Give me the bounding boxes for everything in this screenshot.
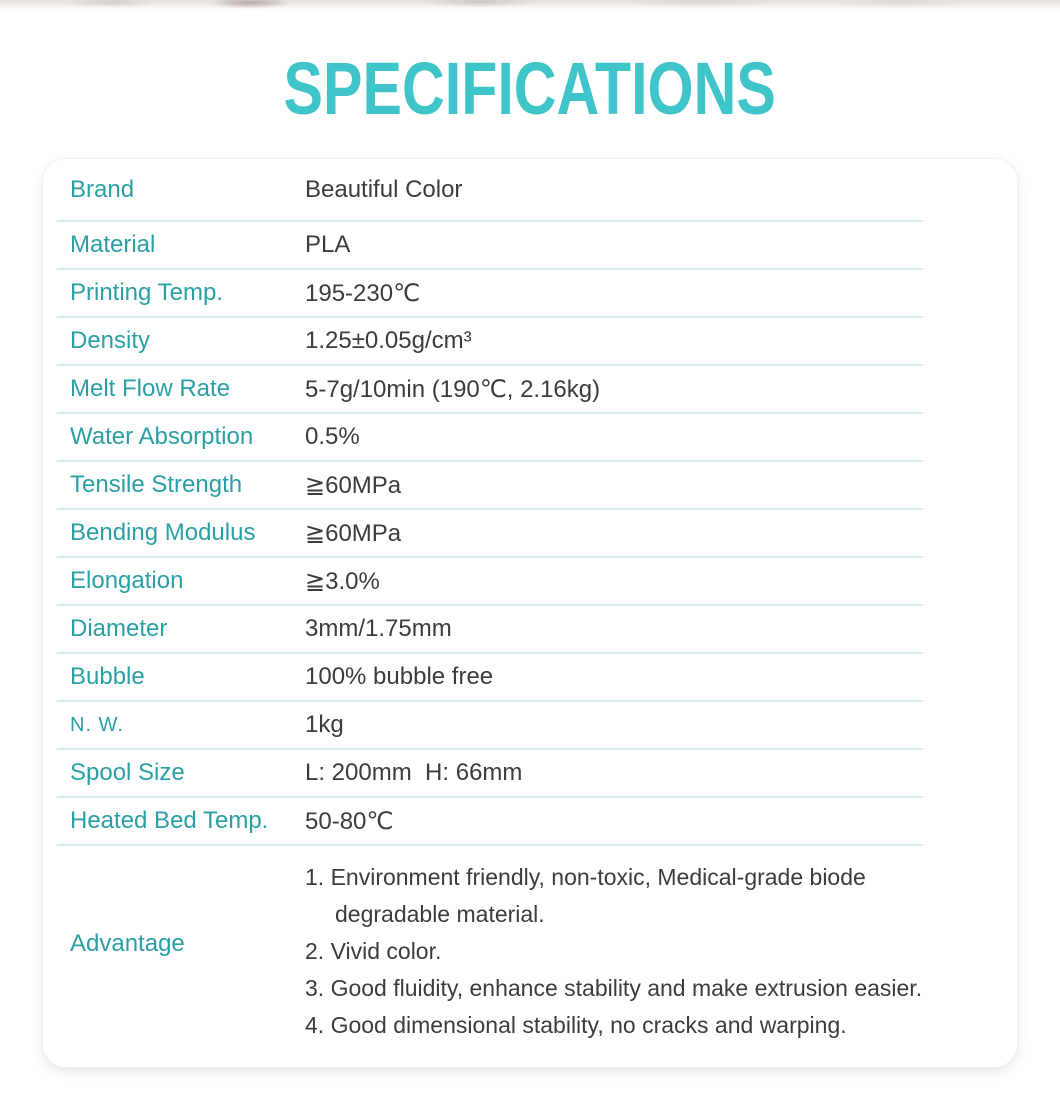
spec-label: Brand (70, 175, 135, 203)
spec-label: Diameter (70, 615, 168, 642)
spec-value: Beautiful Color (305, 175, 463, 203)
spec-value: L: 200mm H: 66mm (305, 759, 523, 786)
table-row-advantage (57, 846, 923, 1065)
spec-value: 5-7g/10min (190℃, 2.16kg) (305, 375, 601, 403)
specifications-table (57, 159, 923, 1065)
table-row (57, 702, 923, 750)
spec-value: 1.25±0.05g/cm³ (305, 327, 472, 354)
spec-label: Elongation (70, 567, 184, 594)
spec-value: 195-230℃ (305, 279, 421, 307)
spec-value: 50-80℃ (305, 807, 394, 835)
spec-label: Material (70, 231, 156, 258)
table-row (57, 654, 923, 702)
spec-value: ≧60MPa (305, 519, 402, 547)
table-row (57, 606, 923, 654)
table-row (57, 414, 923, 462)
table-row (57, 558, 923, 606)
table-row (57, 798, 923, 846)
spec-label: Tensile Strength (70, 471, 243, 498)
spec-label: N. W. (70, 713, 124, 736)
page-title: SPECIFICATIONS (283, 47, 777, 130)
spec-label: Spool Size (70, 759, 185, 786)
spec-label: Density (70, 327, 151, 354)
photo-edge-strip (0, 0, 1060, 10)
spec-value: 0.5% (305, 423, 360, 450)
table-row (57, 159, 923, 222)
advantage-item: 4. Good dimensional stability, no cracks and warping. (305, 1012, 847, 1038)
table-row (57, 366, 923, 414)
spec-label: Water Absorption (70, 423, 254, 450)
spec-value: ≧3.0% (305, 567, 380, 595)
title-bar (0, 47, 1060, 130)
advantage-item: 2. Vivid color. (305, 938, 442, 964)
table-row (57, 222, 923, 270)
spec-label: Melt Flow Rate (70, 375, 231, 402)
table-row (57, 270, 923, 318)
spec-value: ≧60MPa (305, 471, 402, 499)
spec-value: 100% bubble free (305, 663, 494, 690)
spec-value: 1kg (305, 711, 344, 738)
spec-value: PLA (305, 231, 351, 258)
spec-label: Advantage (70, 929, 185, 957)
spec-label: Bending Modulus (70, 519, 256, 546)
table-row (57, 510, 923, 558)
advantage-list (305, 846, 923, 1065)
spec-label: Printing Temp. (70, 279, 223, 306)
table-row (57, 462, 923, 510)
spec-label: Heated Bed Temp. (70, 807, 269, 834)
advantage-label-box (57, 846, 305, 1065)
advantage-item: 1. Environment friendly, non-toxic, Medical-grade biode (305, 864, 866, 890)
advantage-item: 3. Good fluidity, enhance stability and make extrusion easier. (305, 975, 923, 1001)
table-row (57, 750, 923, 798)
spec-label: Bubble (70, 663, 145, 690)
table-row (57, 318, 923, 366)
specifications-card (42, 158, 1018, 1068)
spec-value: 3mm/1.75mm (305, 615, 452, 642)
advantage-item-continuation: degradable material. (335, 901, 545, 927)
